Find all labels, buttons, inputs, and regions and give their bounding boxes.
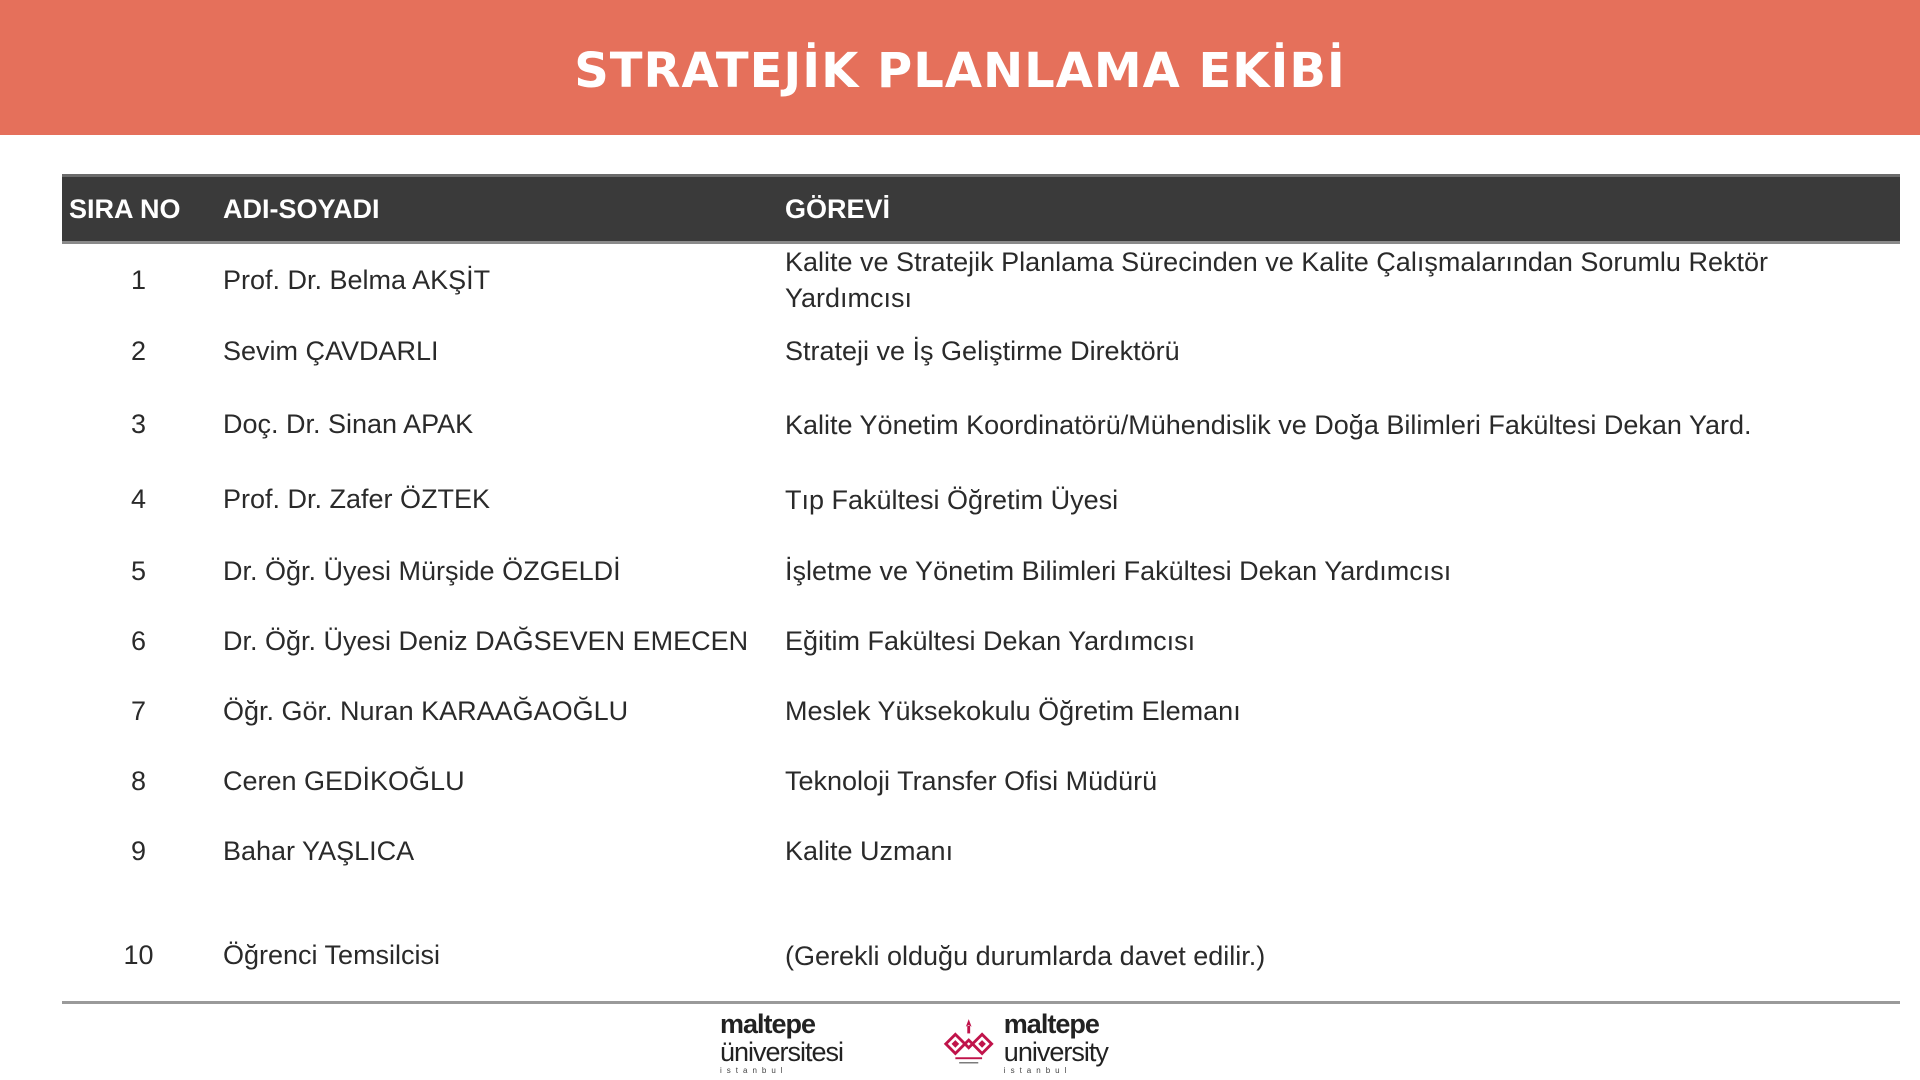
header-adi-soyadi: ADI-SOYADI [223, 193, 380, 224]
table-row [62, 606, 1900, 676]
member-role: (Gerekli olduğu durumlarda davet edilir.) [785, 940, 1266, 971]
logo-right-bold: maltepe [1003, 1008, 1099, 1039]
member-name: Öğr. Gör. Nuran KARAAĞAOĞLU [223, 695, 629, 726]
team-table [62, 174, 1900, 1001]
row-number: 7 [130, 695, 147, 726]
row-number: 4 [130, 484, 147, 514]
member-name: Prof. Dr. Belma AKŞİT [223, 264, 491, 295]
logo-right-sub: istanbul [1003, 1065, 1072, 1075]
member-role: Kalite ve Stratejik Planlama Sürecinden ve Kalite Çalışmalarından Sorumlu Rektör Yardımcısı [785, 247, 1768, 313]
logo-left-sub: istanbul [720, 1065, 788, 1075]
row-number: 3 [130, 409, 147, 439]
page-title: STRATEJİK PLANLAMA EKİBİ [574, 42, 1346, 99]
row-number: 2 [130, 335, 147, 366]
member-name: Doç. Dr. Sinan APAK [223, 409, 474, 439]
member-role: İşletme ve Yönetim Bilimleri Fakültesi Dekan Yardımcısı [785, 556, 1452, 586]
table-row [62, 816, 1900, 886]
header-gorevi: GÖREVİ [785, 193, 891, 224]
member-role: Eğitim Fakültesi Dekan Yardımcısı [785, 626, 1196, 656]
member-role: Meslek Yüksekokulu Öğretim Elemanı [785, 696, 1241, 726]
logo-left-bold: maltepe [720, 1008, 816, 1039]
member-name: Sevim ÇAVDARLI [223, 335, 439, 366]
member-role: Teknoloji Transfer Ofisi Müdürü [785, 766, 1158, 796]
table-row [62, 316, 1900, 386]
row-number: 5 [130, 555, 147, 586]
table-row [62, 676, 1900, 746]
table-row [62, 746, 1900, 816]
title-banner [0, 0, 1920, 135]
logo-right-rest: university [1003, 1036, 1108, 1067]
member-name: Öğrenci Temsilcisi [223, 940, 441, 970]
table-row [62, 386, 1900, 463]
member-name: Bahar YAŞLICA [223, 835, 415, 866]
logo-left-rest: üniversitesi [720, 1036, 844, 1067]
member-role: Kalite Uzmanı [785, 836, 954, 866]
bottom-divider [62, 1001, 1900, 1004]
member-role: Strateji ve İş Geliştirme Direktörü [785, 336, 1180, 366]
table-header [62, 174, 1900, 244]
row-number: 8 [130, 765, 147, 796]
university-emblem-icon [942, 1014, 995, 1070]
table-row [62, 536, 1900, 606]
table-row [62, 244, 1900, 316]
logo-english [1004, 1010, 1200, 1075]
member-name: Dr. Öğr. Üyesi Deniz DAĞSEVEN EMECEN [223, 625, 749, 656]
row-number: 10 [123, 940, 154, 970]
member-role: Tıp Fakültesi Öğretim Üyesi [785, 484, 1119, 515]
row-number: 1 [130, 264, 147, 295]
member-role: Kalite Yönetim Koordinatörü/Mühendislik ve Doğa Bilimleri Fakültesi Dekan Yard. [785, 409, 1752, 440]
table-row [62, 463, 1900, 536]
member-name: Prof. Dr. Zafer ÖZTEK [223, 484, 491, 514]
logo-turkish [720, 1010, 934, 1075]
header-sira-no: SIRA NO [69, 193, 181, 224]
member-name: Ceren GEDİKOĞLU [223, 765, 465, 796]
member-name: Dr. Öğr. Üyesi Mürşide ÖZGELDİ [223, 555, 621, 586]
table-row [62, 886, 1900, 1001]
row-number: 6 [130, 625, 147, 656]
row-number: 9 [130, 835, 147, 866]
footer-logos [720, 1008, 1200, 1075]
